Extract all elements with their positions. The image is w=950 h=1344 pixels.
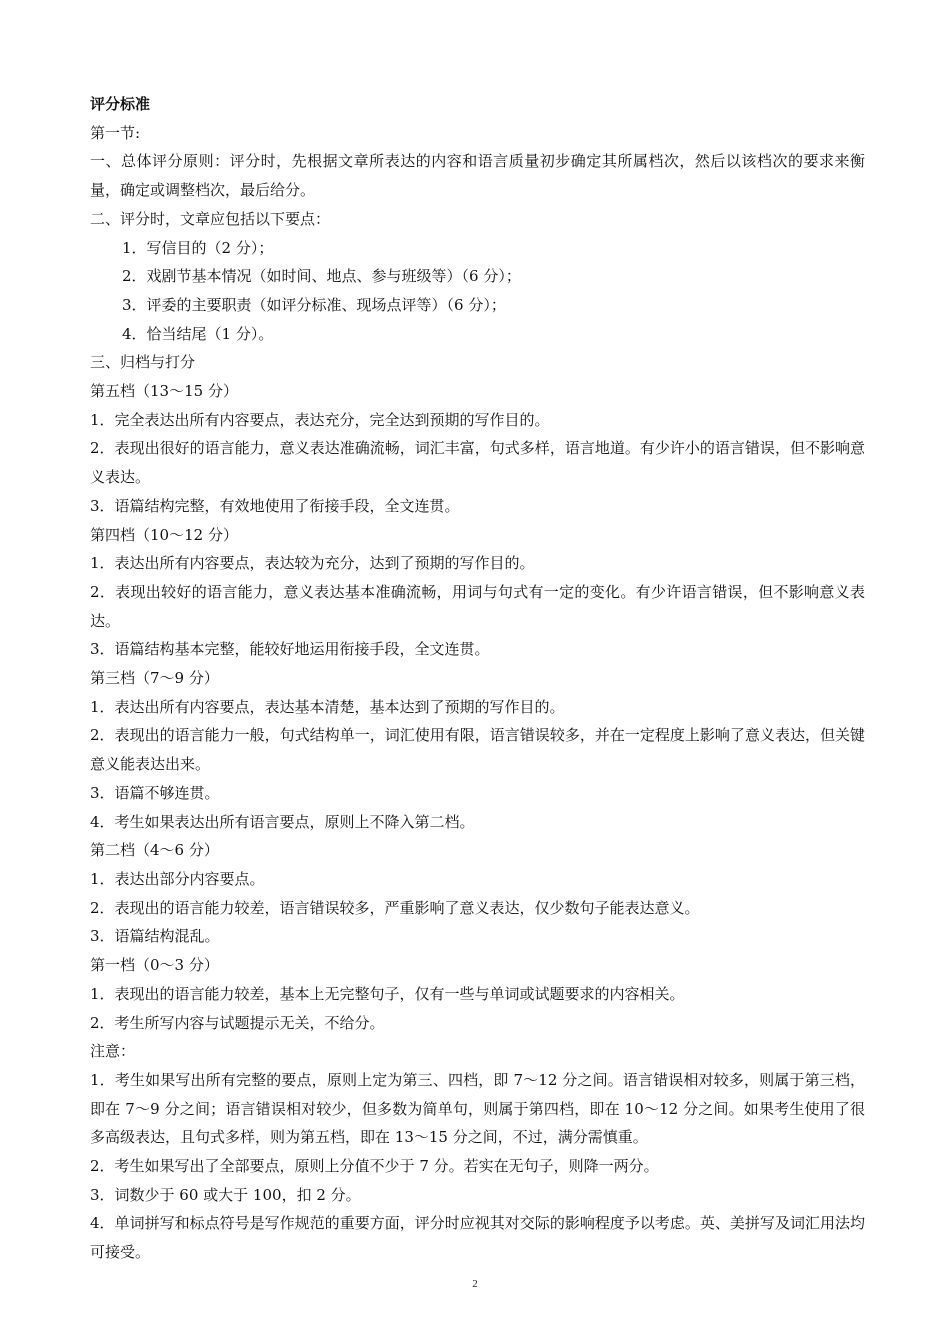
text-lines (90, 119, 865, 1267)
text-line: 1．表达出部分内容要点。 (90, 869, 265, 888)
text-line: 3．词数少于 60 或大于 100，扣 2 分。 (90, 1185, 361, 1204)
text-line: 注意： (90, 1042, 136, 1061)
text-line: 1．考生如果写出所有完整的要点，原则上定为第三、四档，即 7～12 分之间。语言错误相对较多，则属于第三档，即在 7～9 分之间；语言错误相对较少，但多数为简单句，则属于第四档，即在 10～12 分之间。如果考生使用了很多高级表达，且句式多样，则为第五档，即在 13～15 分之间，不过，满分需慎重。 (90, 1070, 865, 1147)
text-line: 三、归档与打分 (90, 353, 196, 372)
text-line: 2．表现出的语言能力一般，句式结构单一，词汇使用有限，语言错误较多，并在一定程度上影响了意义表达，但关键意义能表达出来。 (90, 726, 865, 774)
text-line: 二、评分时，文章应包括以下要点： (90, 209, 331, 228)
text-line: 第五档（13～15 分） (90, 382, 238, 401)
document-body (90, 90, 865, 1267)
text-line: 3．语篇不够连贯。 (90, 783, 220, 802)
text-line: 第三档（7～9 分） (90, 669, 219, 688)
text-line: 2．考生如果写出了全部要点，原则上分值不少于 7 分。若实在无句子，则降一两分。 (90, 1157, 659, 1176)
text-line: 第二档（4～6 分） (90, 841, 219, 860)
text-line: 1．表达出所有内容要点，表达基本清楚，基本达到了预期的写作目的。 (90, 697, 565, 716)
text-line: 第一节: (90, 123, 141, 142)
text-line: 1．表达出所有内容要点，表达较为充分，达到了预期的写作目的。 (90, 554, 535, 573)
text-line: 3．语篇结构混乱。 (90, 927, 220, 946)
text-line: 4．恰当结尾（1 分）。 (122, 324, 274, 343)
text-line: 3．评委的主要职责（如评分标准、现场点评等）（6 分）； (122, 295, 506, 314)
text-line: 2．戏剧节基本情况（如时间、地点、参与班级等）（6 分）； (122, 267, 521, 286)
text-line: 2．考生所写内容与试题提示无关，不给分。 (90, 1013, 385, 1032)
text-line: 2．表现出的语言能力较差，语言错误较多，严重影响了意义表达，仅少数句子能表达意义。 (90, 898, 700, 917)
page-title: 评分标准 (90, 95, 151, 113)
text-line: 1．表现出的语言能力较差，基本上无完整句子，仅有一些与单词或试题要求的内容相关。 (90, 984, 685, 1003)
text-line: 4．考生如果表达出所有语言要点，原则上不降入第二档。 (90, 812, 475, 831)
text-line: 2．表现出很好的语言能力，意义表达准确流畅，词汇丰富，句式多样，语言地道。有少许小的语言错误，但不影响意义表达。 (90, 439, 865, 487)
text-line: 4．单词拼写和标点符号是写作规范的重要方面，评分时应视其对交际的影响程度予以考虑。英、美拼写及词汇用法均可接受。 (90, 1214, 865, 1262)
text-line: 3．语篇结构基本完整，能较好地运用衔接手段，全文连贯。 (90, 640, 490, 659)
text-line: 第四档（10～12 分） (90, 525, 238, 544)
text-line: 2．表现出较好的语言能力，意义表达基本准确流畅，用词与句式有一定的变化。有少许语言错误，但不影响意义表达。 (90, 582, 865, 630)
text-line: 3．语篇结构完整，有效地使用了衔接手段，全文连贯。 (90, 496, 460, 515)
text-line: 一、总体评分原则：评分时，先根据文章所表达的内容和语言质量初步确定其所属档次，然后以该档次的要求来衡量，确定或调整档次，最后给分。 (90, 152, 865, 200)
text-line: 第一档（0～3 分） (90, 956, 219, 975)
text-line: 1．完全表达出所有内容要点，表达充分，完全达到预期的写作目的。 (90, 410, 550, 429)
text-line: 1．写信目的（2 分）； (122, 238, 274, 257)
page-number: 2 (472, 1278, 478, 1290)
